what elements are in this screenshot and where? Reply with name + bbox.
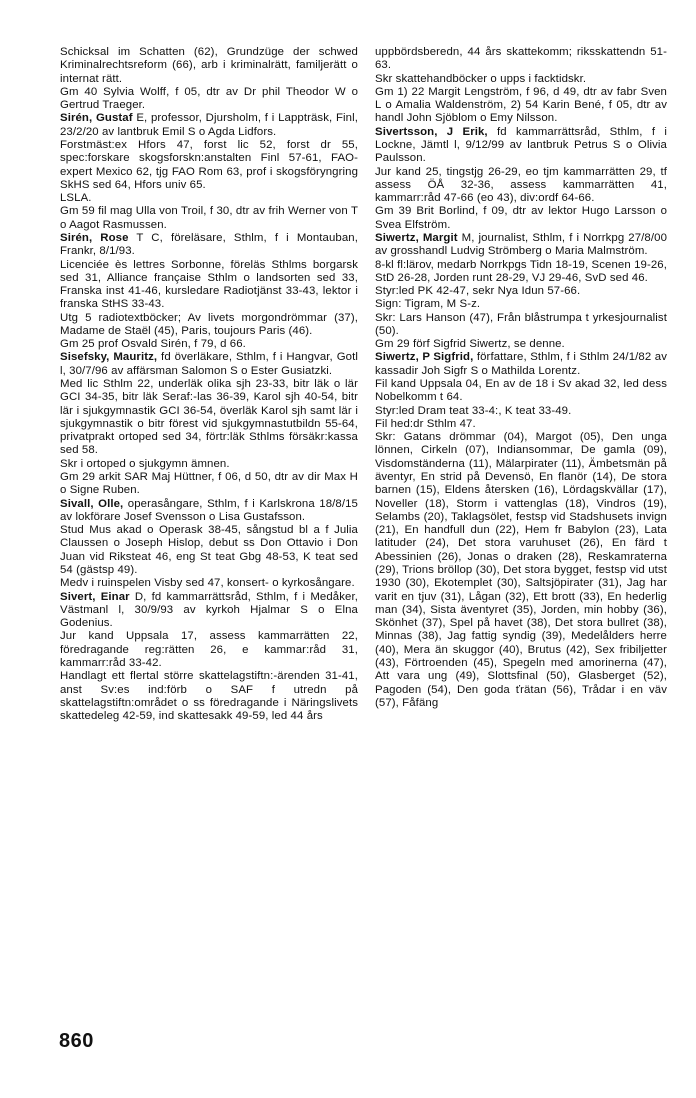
entry-paragraph (375, 126, 667, 166)
entry-text: E, professor, Djursholm, f i Lappträsk, Finl, 23/2/20 av lantbruk Emil S o Agda Lidfors. (60, 112, 358, 138)
entry-text: Med lic Sthlm 22, underläk olika sjh 23-33, bitr läk o lär GCI 34-35, bitr läk Seraf:-las 36-39, Karol sjh 40-54, bitr lär i sjukgymnastik GCI 36-54, överläk Karol sjh samt lär i sjukgymnastik o bitr förest vid sjukgymnastutbildn 55-64, privatprakt ortoped sed 34, förtr:läk Sthlms försäkr:kassa sed 58. (60, 378, 358, 457)
person-name: Siwertz, P Sigfrid, (375, 351, 474, 364)
person-name: Sisefsky, Mauritz, (60, 351, 158, 364)
entry-text: Gm 25 prof Osvald Sirén, f 79, d 66. (60, 338, 246, 351)
page-number: 860 (59, 1030, 94, 1052)
entry-paragraph (60, 312, 358, 339)
entry-text: Styr:led Dram teat 33-4:, K teat 33-49. (375, 404, 572, 417)
entry-paragraph (60, 378, 358, 458)
entry-text: fd överläkare, Sthlm, f i Hangvar, Gotl l, 30/7/96 av affärsman Salomon S o Ester Gusiatzki. (60, 351, 358, 377)
entry-text: Gm 39 Brit Borlind, f 09, dtr av lektor Hugo Larsson o Svea Elfström. (375, 205, 667, 231)
entry-text: Sign: Tigram, M S-z. (375, 298, 481, 311)
entry-text: Skr i ortoped o sjukgymn ämnen. (60, 457, 230, 470)
entry-text: Gm 40 Sylvia Wolff, f 05, dtr av Dr phil Theodor W o Gertrud Traeger. (60, 85, 358, 112)
entry-text: Utg 5 radiotextböcker; Av livets morgondrömmar (37), Madame de Staël (45), Paris, toujours Paris (46). (60, 311, 358, 337)
entry-text: Skr: Gatans drömmar (04), Margot (05), Den unga lönnen, Cirkeln (07), Indiansommar, De gamla (09), Visdomständerna (11), Mälarpirater (11), Ämbetsmän på äventyr, En strid på Devensö, En flanör (14), De stora barnen (15), Eldens återsken (16), Lördagskvällar (17), Noveller (18), Storm i vattenglas (18), Vindros (19), Selambs (20), Taklagsölet, festsp vid Stadshusets invign (21), En handfull dun (22), Hem fr Babylon (23), Lata latituder (24), Det stora varuhuset (26), En färd t Abessinien (26), Jonas o draken (28), Reskamraterna (29), Trions bröllop (30), Det stora bygget, festsp vid utst 1930 (30), Ekotemplet (30), Saltsjöpirater (31), Jag har varit en tjuv (31), Lågan (32), Ett brott (33), En hederlig man (34), Sista äventyret (35), Jorden, min hobby (36), Skönhet (37), Spel på havet (38), Det stora bullret (38), Minnas (38), Jag fattig syndig (39), Medelålders herre (40), Mera än skuggor (40), Brutus (42), Sex fribiljetter (43), Förtroenden (45), Spegeln med amorinerna (47), Att vara ung (49), Slottsfinal (50), Glasberget (52), Pagoden (54), Den goda ťrätan (56), Trådar i en väv (57), Fåfäng (375, 431, 667, 709)
entry-paragraph (60, 192, 358, 205)
entry-paragraph (60, 46, 358, 86)
entry-paragraph (60, 205, 358, 232)
entry-paragraph (60, 351, 358, 378)
entry-text: D, fd kammarrättsråd, Sthlm, f i Medåker, Västmanl l, 30/9/93 av kyrkoh Hjalmar S o Elna Godenius. (60, 590, 358, 630)
entry-text: Styr:led PK 42-47, sekr Nya Idun 57-66. (375, 285, 581, 298)
entry-text: M, journalist, Sthlm, f i Norrkpg 27/8/00 av grosshandl Ludvig Strömberg o Maria Malmström. (375, 231, 667, 258)
person-name: Siwertz, Margit (375, 231, 458, 244)
entry-text: Gm 29 arkit SAR Maj Hüttner, f 06, d 50, dtr av dir Max H o Signe Ruben. (60, 471, 358, 497)
entry-paragraph (60, 577, 358, 590)
entry-paragraph (375, 431, 667, 710)
entry-text: Gm 59 fil mag Ulla von Troil, f 30, dtr av frih Werner von T o Aagot Rasmussen. (60, 205, 358, 231)
entry-paragraph (60, 458, 358, 471)
entry-text: Skr: Lars Hanson (47), Från blåstrumpa t yrkesjournalist (50). (375, 311, 667, 337)
entry-paragraph (60, 139, 358, 192)
entry-paragraph (375, 378, 667, 405)
entry-paragraph (375, 73, 667, 86)
entry-paragraph (375, 338, 667, 351)
entry-paragraph (375, 405, 667, 418)
person-name: Sivert, Einar (60, 590, 130, 603)
entry-text: Skr skattehandböcker o upps i facktidskr. (375, 72, 587, 85)
entry-text: Licenciée ès lettres Sorbonne, föreläs Sthlms borgarsk sed 31, Alliance française Sthlm o landsorten sed 33, Franska inst 41-46, kursledare Radiotjänst 33-43, lektor i franska StHS 33-43. (60, 258, 358, 311)
entry-text: T C, föreläsare, Sthlm, f i Montauban, Frankr, 8/1/93. (60, 231, 358, 258)
entry-paragraph (60, 259, 358, 312)
person-name: Sirén, Gustaf (60, 112, 133, 125)
entry-paragraph (375, 312, 667, 339)
entry-paragraph (375, 166, 667, 206)
entry-paragraph (60, 232, 358, 259)
left-column (60, 46, 358, 723)
entry-text: Forstmäst:ex Hfors 47, forst lic 52, forst dr 55, spec:forskare skogsforskn:anstalten Finl 57-61, FAO-expert Mexico 62, tjg FAO Rom 63, prof i skogsföryngring SkHS sed 64, Hfors univ 65. (60, 138, 358, 191)
entry-paragraph (60, 591, 358, 631)
entry-text: Stud Mus akad o Operask 38-45, sångstud bl a f Julia Claussen o Joseph Hislop, debut ss Don Ottavio i Don Juan vid Riksteat 46, eng St teat Gbg 48-53, K teat sed 54 (gästsp 49). (60, 524, 358, 576)
entry-text: uppbördsberedn, 44 års skattekomm; riksskattendn 51-63. (375, 46, 667, 72)
person-name: Sivertsson, J Erik, (375, 125, 488, 138)
right-column (375, 46, 667, 710)
entry-paragraph (60, 471, 358, 498)
person-name: Sivall, Olle, (60, 497, 124, 510)
person-name: Sirén, Rose (60, 231, 129, 244)
entry-paragraph (60, 524, 358, 577)
entry-text: 8-kl fl:lärov, medarb Norrkpgs Tidn 18-19, Scenen 19-26, StD 26-28, Jorden runt 28-29, VJ 29-46, SvD sed 46. (375, 258, 667, 284)
entry-paragraph (60, 112, 358, 139)
entry-paragraph (375, 418, 667, 431)
entry-text: Fil hed:dr Sthlm 47. (375, 417, 476, 430)
entry-paragraph (375, 86, 667, 126)
entry-text: operasångare, Sthlm, f i Karlskrona 18/8/15 av lokförare Josef Svensson o Lisa Gustafsson. (60, 497, 358, 523)
entry-text: Gm 1) 22 Margit Lengström, f 96, d 49, dtr av fabr Sven L o Amalia Waldenström, 2) 54 Karin Bené, f 05, dtr av handl John Sjöblom o Emy Nilsson. (375, 85, 667, 125)
entry-paragraph (60, 630, 358, 670)
entry-paragraph (375, 46, 667, 73)
entry-paragraph (375, 298, 667, 311)
entry-text: Gm 29 förf Sigfrid Siwertz, se denne. (375, 338, 565, 351)
entry-text: Jur kand 25, tingstjg 26-29, eo tjm kammarrätten 29, tf assess ÖÅ 32-36, assess kammarrätten 41, kammarr:råd 47-66 (eo 43), div:ordf 64-66. (375, 165, 667, 205)
entry-paragraph (375, 351, 667, 378)
entry-text: fd kammarrättsråd, Sthlm, f i Lockne, Jämtl l, 9/12/99 av lantbruk Petrus S o Olivia Paulsson. (375, 125, 667, 165)
entry-text: LSLA. (60, 192, 92, 205)
entry-paragraph (60, 86, 358, 113)
entry-paragraph (60, 670, 358, 723)
entry-paragraph (60, 338, 358, 351)
entry-text: författare, Sthlm, f i Sthlm 24/1/82 av kassadir Joh Sigfr S o Mathilda Lorentz. (375, 351, 667, 377)
entry-text: Schicksal im Schatten (62), Grundzüge der schwed Kriminalrechtsreform (66), arb i kriminalrätt, familjerätt o internat rätt. (60, 46, 358, 85)
entry-paragraph (375, 232, 667, 259)
entry-text: Handlagt ett flertal större skattelagstiftn:-ärenden 31-41, anst Sv:es ind:förb o SAF f utredn på skattelagstiftn:området o ss föredragande i Näringslivets skattedeleg 42-59, ind skattesakk 49-59, led 44 års (60, 670, 358, 723)
entry-text: Fil kand Uppsala 04, En av de 18 i Sv akad 32, led dess Nobelkomm t 64. (375, 378, 667, 404)
entry-text: Medv i ruinspelen Visby sed 47, konsert- o kyrkosångare. (60, 577, 355, 590)
entry-text: Jur kand Uppsala 17, assess kammarrätten 22, föredragande reg:rätten 26, e kammar:råd 31, kammarr:råd 33-42. (60, 630, 358, 669)
entry-paragraph (375, 259, 667, 286)
entry-paragraph (375, 285, 667, 298)
entry-paragraph (60, 498, 358, 525)
entry-paragraph (375, 205, 667, 232)
